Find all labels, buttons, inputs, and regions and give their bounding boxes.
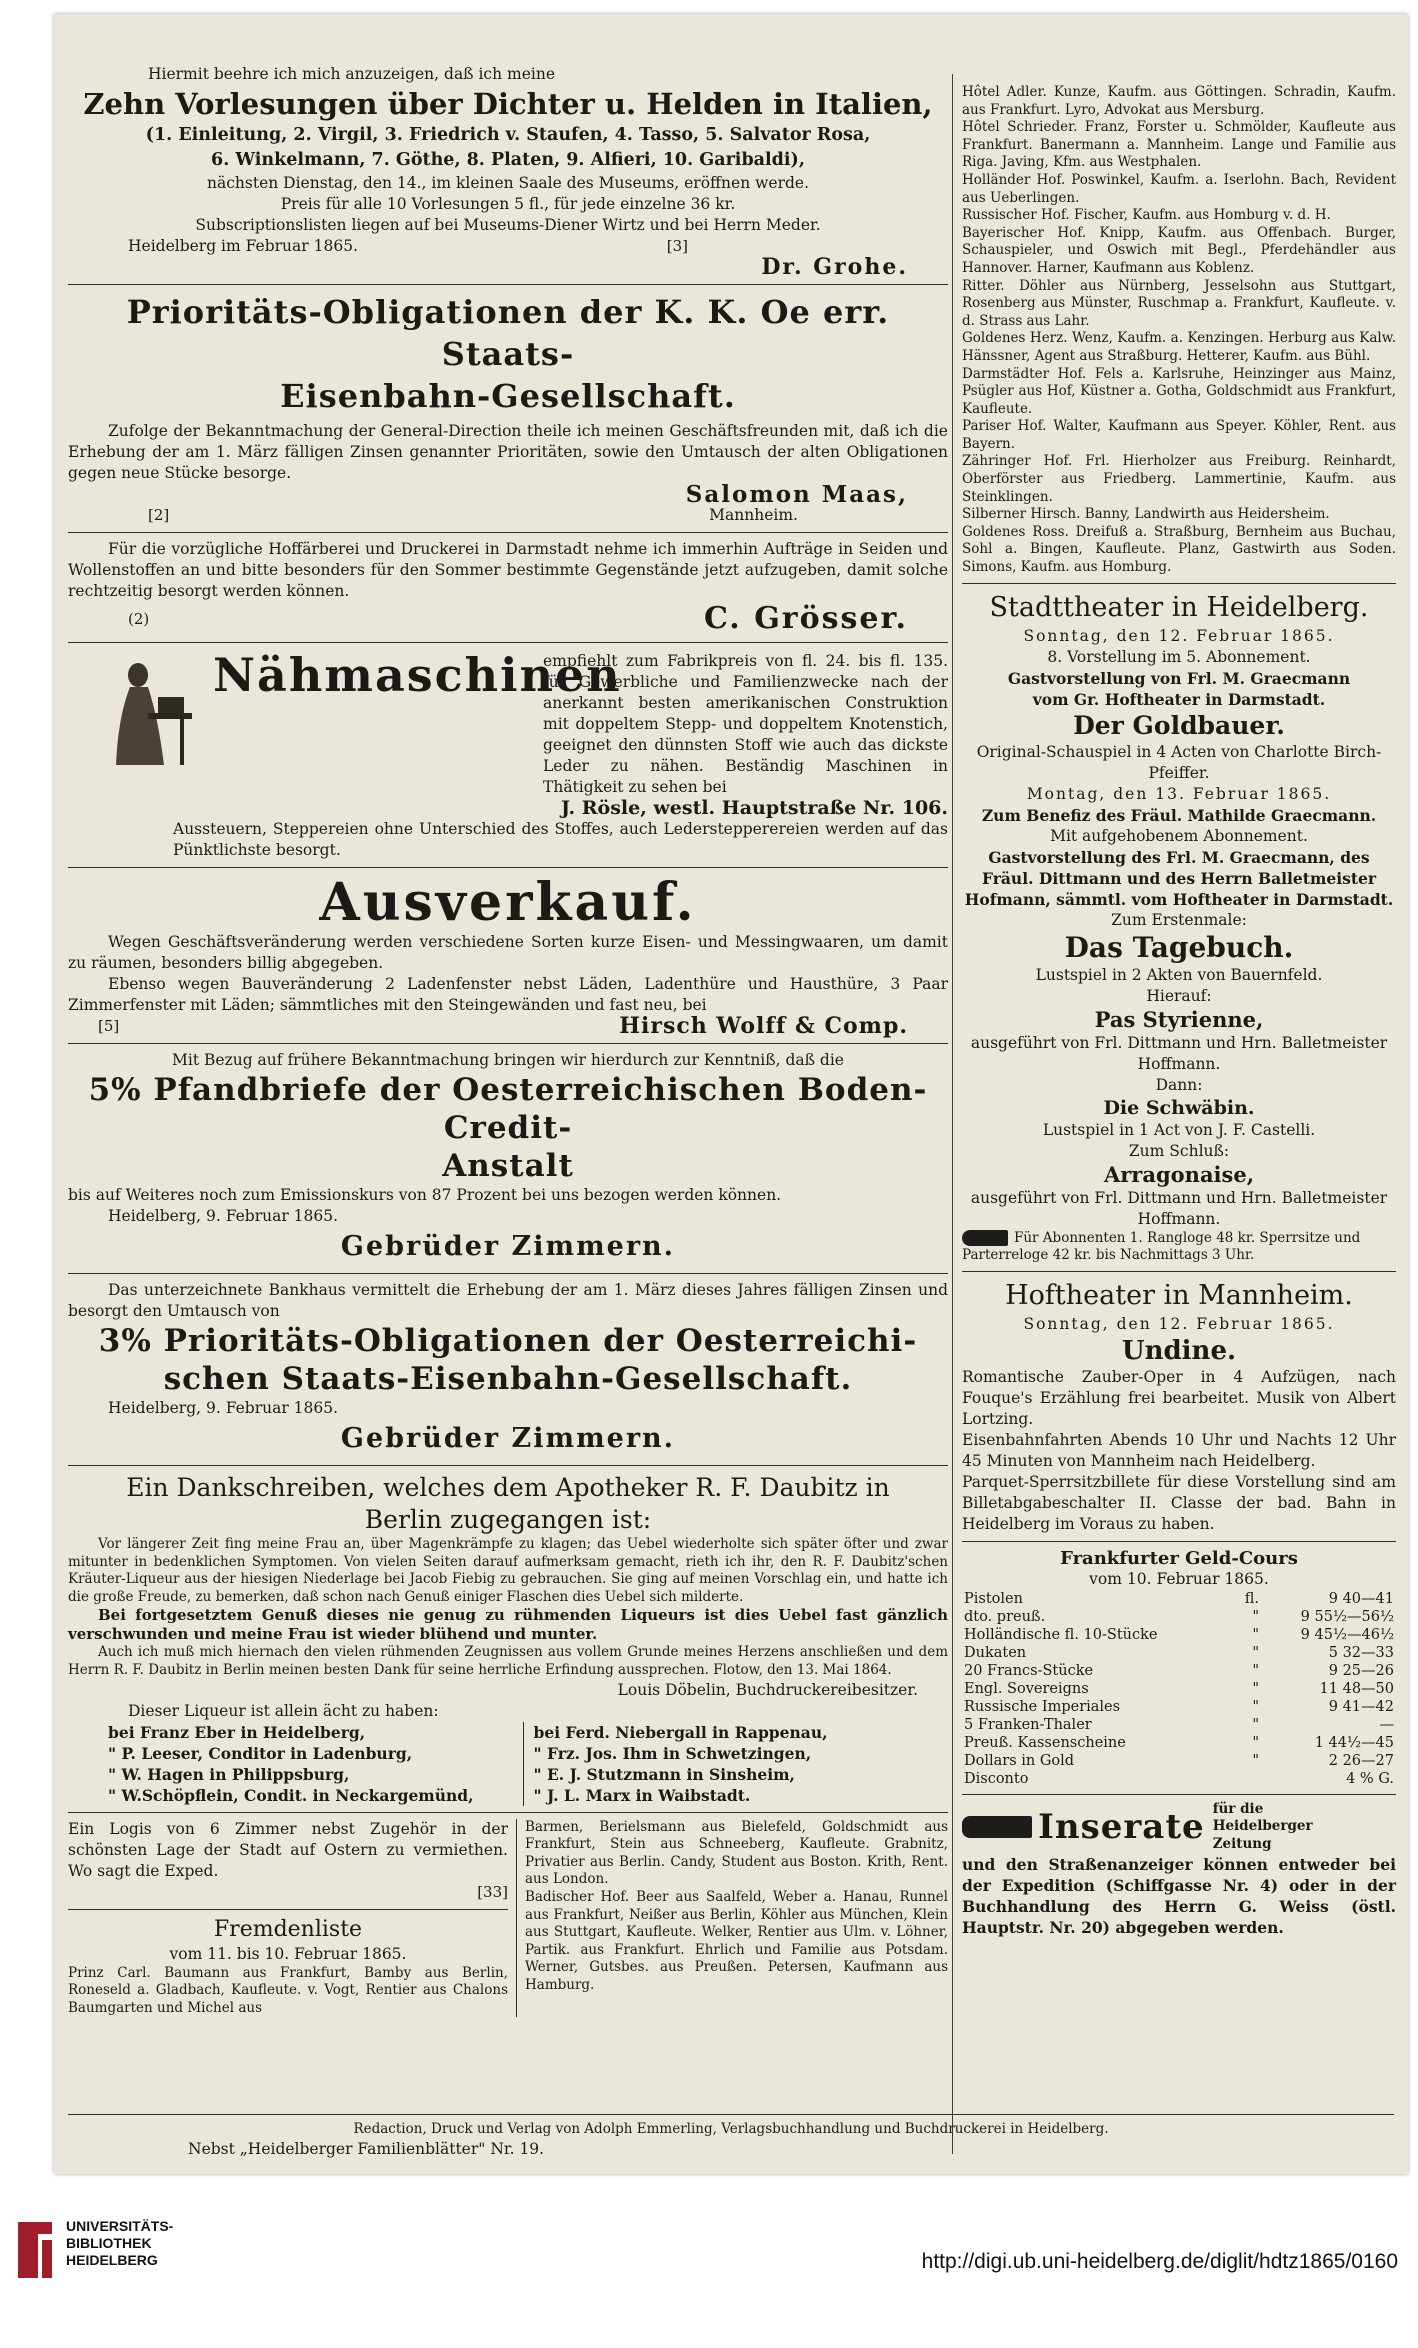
fremdenliste-dates: vom 11. bis 10. Februar 1865. (169, 1944, 407, 1963)
intro-text: Hiermit beehre ich mich anzuzeigen, daß ich meine (148, 65, 555, 83)
theater-line: Gastvorstellung des Frl. M. Graecmann, des Fräul. Dittmann und des Herrn Balletmeister Hofmann, sämmtl. vom Hoftheater in Darmstadt. (964, 847, 1394, 909)
newspaper-page (54, 14, 1408, 2174)
intro-text: Das unterzeichnete Bankhaus vermittelt die Erhebung der am 1. März dieses Jahres fälligen Zinsen und besorgt den Umtausch von (68, 1281, 948, 1320)
rate-value: 9 40—41 (1328, 1590, 1394, 1607)
play-title: Undine. (1121, 1335, 1237, 1366)
stockist: " W.Schöpflein, Condit. in Neckargemünd, (108, 1785, 474, 1805)
play-title: Das Tagebuch. (1064, 930, 1294, 964)
stockists-list (68, 1722, 948, 1806)
hotel-list (962, 84, 1396, 577)
hotel-entry: Hôtel Adler. Kunze, Kaufm. aus Göttingen. Schradin, Kaufm. aus Frankfurt. Lyro, Advokat aus Mersburg. (962, 84, 1396, 118)
ad-body: Für die vorzügliche Hoffärberei und Druckerei in Darmstadt nehme ich immerhin Aufträge in Seiden und Wollenstoffen an und bitte besonders für den Sommer bestimmte Gegenstände jetzt aufzugeben, damit solche rechtzeitig besorgt werden können. (68, 540, 948, 600)
theater-date: Sonntag, den 12. Februar 1865. (1023, 626, 1335, 645)
signature: Gebrüder Zimmern. (340, 1231, 676, 1262)
ad-code: [5] (98, 1017, 120, 1035)
hotel-badischer-hof: Badischer Hof. Beer aus Saalfeld, Weber a. Hanau, Runnel aus Frankfurt, Neißer aus Berlin, Köhler aus München, Klein aus Stuttgart, Kaufleute. Welker, Rentier aus Ulm. v. Löhner, Partik. aus Frankfurt. Ehrlich und Familie aus Potsdam. Werner, Gutsbes. aus Preußen. Petersen, Kaufmann aus Hamburg. (525, 1888, 948, 1993)
imprint (68, 2108, 1394, 2160)
stadttheater (962, 590, 1396, 1265)
hotel-entry: Zähringer Hof. Frl. Hierholzer aus Freiburg. Reinhardt, Oberförster aus Friedberg. Lammertinie, Kaufm. aus Steinklingen. (962, 453, 1396, 505)
fremdenliste-title: Fremdenliste (213, 1916, 363, 1942)
left-column (68, 14, 948, 2017)
rate-unit: " (1252, 1662, 1260, 1679)
theater-line: Dann: (1155, 1075, 1203, 1094)
rate-name: 20 Francs-Stücke (964, 1662, 1094, 1679)
rates-table (962, 1590, 1396, 1788)
rate-unit: " (1252, 1698, 1260, 1715)
inserate-title: Inserate (1038, 1807, 1205, 1848)
theater-line: Mit aufgehobenem Abonnement. (1050, 826, 1308, 845)
rate-unit (1236, 1770, 1261, 1788)
ad-wolff (68, 874, 948, 1037)
dance-title: Arragonaise, (1103, 1161, 1255, 1187)
divider (68, 1465, 948, 1466)
rate-row (962, 1734, 1396, 1752)
rate-unit: " (1252, 1680, 1260, 1697)
ad-body: Wegen Geschäftsveränderung werden verschiedene Sorten kurze Eisen- und Messingwaaren, um damit zu räumen, besonders billig abgegeben. (68, 933, 948, 972)
stockist: " E. J. Stutzmann in Sinsheim, (533, 1764, 795, 1784)
rate-name: Preuß. Kassenscheine (964, 1734, 1126, 1751)
column-divider (952, 74, 953, 2154)
place-date: Heidelberg, 9. Februar 1865. (108, 1207, 339, 1225)
imprint-text: Redaction, Druck und Verlag von Adolph Emmerling, Verlagsbuchhandlung und Buchdruckerei in Heidelberg. (353, 2121, 1109, 2137)
university-library-logo (14, 2220, 56, 2280)
play-info: Lustspiel in 1 Act von J. F. Castelli. (1042, 1120, 1316, 1139)
stockist: " Frz. Jos. Ihm in Schwetzingen, (533, 1743, 812, 1763)
theater-line: vom Gr. Hoftheater in Darmstadt. (1032, 689, 1326, 709)
rate-row (962, 1590, 1396, 1608)
ad-body: Vor längerer Zeit fing meine Frau an, über Magenkrämpfe zu klagen; das Uebel wiederholte sich später öfter und zwar mitunter in bedenklichen Symptomen. Von vielen Seiten darauf aufmerksam gemacht, rieth ich ihr, den R. F. Daubitz'schen Kräuter-Liqueur aus der hiesigen Niederlage bei Jacob Fiebig zu gebrauchen. Sie ging auf meinen Vorschlag ein, und hatte ich die große Freude, zu bemerken, daß schon nach Genuß einiger Flaschen dies Uebel sich milderte. (68, 1536, 948, 1605)
hotel-entry: Holländer Hof. Poswinkel, Kaufm. a. Iserlohn. Bach, Revident aus Ueberlingen. (962, 171, 1396, 206)
stockist: bei Franz Eber in Heidelberg, (108, 1722, 366, 1742)
rate-value: 5 32—33 (1328, 1644, 1394, 1661)
place-date: Heidelberg, 9. Februar 1865. (108, 1399, 339, 1417)
ad-code: [33] (477, 1882, 508, 1901)
pointing-hand-icon (962, 1230, 1008, 1246)
ad-title: schen Staats-Eisenbahn-Gesellschaft. (163, 1361, 853, 1397)
ad-body: Zufolge der Bekanntmachung der General-Direction theile ich meinen Geschäftsfreunden mit, daß ich die Erhebung der am 1. März fälligen Zinsen genannter Prioritäten, sowie den Umtausch der alten Obligationen gegen neue Stücke besorge. (68, 422, 948, 482)
rate-unit: " (1252, 1626, 1260, 1643)
rate-row (962, 1770, 1396, 1788)
rate-row (962, 1680, 1396, 1698)
pointing-hand-icon (962, 1816, 1032, 1838)
divider (68, 1812, 948, 1813)
theater-date: Montag, den 13. Februar 1865. (1026, 784, 1332, 803)
rate-unit: fl. (1244, 1590, 1260, 1607)
play-info: Original-Schauspiel in 4 Acten von Charlotte Birch-Pfeiffer. (976, 742, 1382, 782)
ad-title: Ein Dankschreiben, welches dem Apotheker R. F. Daubitz in (126, 1473, 890, 1502)
stockist: " J. L. Marx in Waibstadt. (533, 1785, 751, 1805)
rate-unit: " (1252, 1644, 1260, 1661)
divider (68, 1043, 948, 1044)
rate-value: 9 45½—46½ (1300, 1626, 1394, 1643)
theater-title: Hoftheater in Mannheim. (1005, 1279, 1353, 1311)
rate-value: 9 41—42 (1328, 1698, 1394, 1715)
rates-title: Frankfurter Geld-Cours (1060, 1547, 1298, 1569)
sewing-woman-illustration (108, 657, 194, 769)
place: Mannheim. (709, 506, 798, 524)
rate-value: 9 55½—56½ (1300, 1608, 1394, 1625)
theater-line: Hierauf: (1146, 986, 1212, 1005)
rate-value: 9 25—26 (1328, 1662, 1394, 1679)
ad-title: Ausverkauf. (319, 872, 697, 933)
ad-zimmern-pfandbriefe (68, 1050, 948, 1267)
ad-title: Anstalt (442, 1148, 574, 1184)
hotel-entry: Darmstädter Hof. Fels a. Karlsruhe, Heinzinger aus Mainz, Psügler aus Hof, Küstner a. Gotha, Goldschmidt aus Frankfurt, Kaufleute. (962, 365, 1396, 417)
hotel-entry: Goldenes Ross. Dreifuß a. Straßburg, Bernheim aus Buchau, Sohl a. Bingen, Kaufleute. Planz, Gastwirth aus Soden. Simons, Kaufm. aus Homburg. (962, 523, 1396, 576)
ad-body: bis auf Weiteres noch zum Emissionskurs von 87 Prozent bei uns bezogen werden können. (68, 1186, 782, 1204)
rail-info: Eisenbahnfahrten Abends 10 Uhr und Nachts 12 Uhr 45 Minuten von Mannheim nach Heidelberg. (962, 1430, 1396, 1470)
signature: Hirsch Wolff & Comp. (619, 1013, 908, 1039)
ad-title: Prioritäts-Obligationen der K. K. Oe err. Staats- (126, 293, 890, 373)
stockist: " W. Hagen in Philippsburg, (108, 1764, 350, 1784)
rate-row (962, 1662, 1396, 1680)
divider (962, 583, 1396, 584)
divider (68, 867, 948, 868)
inserate-side: für die Heidelberger Zeitung (1212, 1800, 1313, 1852)
theater-line: Zum Erstenmale: (1111, 910, 1247, 929)
play-info: Lustspiel in 2 Akten von Bauernfeld. (1035, 965, 1323, 984)
theater-line: 8. Vorstellung im 5. Abonnement. (1047, 647, 1311, 666)
rate-value: — (1379, 1716, 1394, 1733)
ad-title: 3% Prioritäts-Obligationen der Oesterreichi- (98, 1323, 918, 1359)
source-url-link[interactable]: http://digi.ub.uni-heidelberg.de/diglit/hdtz1865/0160 (921, 2250, 1398, 2273)
rate-value: 1 44½—45 (1314, 1734, 1394, 1751)
dance-info: ausgeführt von Frl. Dittmann und Hrn. Balletmeister Hoffmann. (970, 1188, 1388, 1228)
rate-value: 4 % G. (1346, 1770, 1394, 1787)
ad-logis: Ein Logis von 6 Zimmer nebst Zugehör in der schönsten Lage der Stadt auf Ostern zu vermiethen. Wo sagt die Exped. (68, 1819, 508, 1880)
hotel-entry: Hôtel Schrieder. Franz, Forster u. Schmölder, Kaufleute aus Frankfurt. Banermann a. Mannheim. Lange und Familie aus Riga. Javing, Kfm. aus Westphalen. (962, 119, 1396, 171)
intro-text: Mit Bezug auf frühere Bekanntmachung bringen wir hierdurch zur Kenntniß, daß die (172, 1051, 844, 1069)
rate-unit: " (1252, 1734, 1260, 1751)
ad-code: [2] (148, 506, 170, 524)
rate-name: dto. preuß. (964, 1608, 1046, 1625)
rate-row (962, 1644, 1396, 1662)
rate-row (962, 1716, 1396, 1734)
ad-title: 5% Pfandbriefe der Oesterreichischen Boden-Credit- (88, 1072, 928, 1146)
ad-title: Nähmaschinen (213, 648, 622, 702)
theater-line: Zum Benefiz des Fräul. Mathilde Graecmann. (981, 805, 1377, 825)
rate-unit: " (1252, 1752, 1260, 1769)
library-name: UNIVERSITÄTS- BIBLIOTHEK HEIDELBERG (66, 2218, 174, 2268)
ad-body: empfiehlt zum Fabrikpreis von fl. 24. bis fl. 135. für Gewerbliche und Familienzwecke nach der anerkannt besten amerikanischen Construktion mit doppeltem Stepp- und doppeltem Knotenstich, geeignet den dünnsten Stoff wie auch das dickste Leder zu nähen. Beständig Maschinen in Thätigkeit zu sehen bei (543, 652, 948, 796)
rate-row (962, 1626, 1396, 1644)
rate-row (962, 1698, 1396, 1716)
rate-name: Engl. Sovereigns (964, 1680, 1089, 1697)
ad-code: (2) (128, 610, 150, 628)
divider (962, 1271, 1396, 1272)
stockists-intro: Dieser Liqueur ist allein ächt zu haben: (128, 1701, 439, 1720)
hoftheater (962, 1278, 1396, 1535)
divider (962, 1541, 1396, 1542)
right-column (962, 14, 1396, 1938)
ad-body: Bei fortgesetztem Genuß dieses nie genug zu rühmenden Liqueurs ist dies Uebel fast gänzlich verschwunden und meine Frau ist wieder blühend und munter. (68, 1606, 948, 1644)
rate-value: 11 48—50 (1319, 1680, 1394, 1697)
divider (68, 1909, 508, 1910)
rate-row (962, 1608, 1396, 1626)
rate-name: Disconto (964, 1770, 1029, 1787)
play-title: Die Schwäbin. (1103, 1096, 1255, 1119)
hotel-prinz-carl: Prinz Carl. Baumann aus Frankfurt, Bamby aus Berlin, Roneseld a. Gladbach, Kaufleute. v. Vogt, Rentier aus Chalons Baumgarten und Michel aus (68, 1964, 508, 2016)
theater-prices: Für Abonnenten 1. Rangloge 48 kr. Sperrsitze und Parterreloge 42 kr. bis Nachmittags 3 Uhr. (962, 1229, 1361, 1264)
signature: C. Grösser. (703, 601, 908, 636)
rate-name: Dollars in Gold (964, 1752, 1075, 1769)
rate-name: Russische Imperiales (964, 1698, 1121, 1715)
signature: Gebrüder Zimmern. (340, 1423, 676, 1454)
play-title: Der Goldbauer. (1073, 710, 1285, 740)
rates-date: vom 10. Februar 1865. (1089, 1569, 1269, 1588)
divider (68, 642, 948, 643)
ad-maas (68, 291, 948, 526)
theater-line: Gastvorstellung von Frl. M. Graecmann (1007, 668, 1351, 688)
hotel-entry: Ritter. Döhler aus Nürnberg, Jesselsohn aus Stuttgart, Rosenberg aus Münster, Ruschmap a. Frankfurt, Kaufleute. v. d. Strass aus Lahr. (962, 277, 1396, 329)
divider (68, 1273, 948, 1274)
rate-unit: " (1252, 1608, 1260, 1625)
hotel-entry: Bayerischer Hof. Knipp, Kaufm. aus Offenbach. Burger, Schauspieler, und Oswich mit Begl., Pferdehändler aus Hannover. Harner, Kaufmann aus Koblenz. (962, 224, 1396, 276)
signature: Louis Döbelin, Buchdruckereibesitzer. (617, 1680, 918, 1699)
place-date: Heidelberg im Februar 1865. (128, 237, 358, 255)
hotel-entry: Silberner Hirsch. Banny, Landwirth aus Heidersheim. (962, 506, 1330, 523)
rate-row (962, 1752, 1396, 1770)
inserate-notice (962, 1801, 1396, 1938)
stockist: bei Ferd. Niebergall in Rappenau, (533, 1722, 828, 1742)
ad-title: Eisenbahn-Gesellschaft. (280, 377, 736, 415)
supplement-text: Nebst „Heidelberger Familienblätter" Nr. 19. (188, 2139, 545, 2158)
theater-title: Stadttheater in Heidelberg. (989, 591, 1369, 623)
hotel-entry: Pariser Hof. Walter, Kaufmann aus Speyer. Köhler, Rent. aus Bayern. (962, 418, 1396, 452)
geld-cours (962, 1548, 1396, 1788)
subscription-line: Subscriptionslisten liegen auf bei Museums-Diener Wirtz und bei Herrn Meder. (195, 216, 821, 234)
rate-value: 2 26—27 (1328, 1752, 1394, 1769)
ad-footer: Aussteuern, Steppereien ohne Unterschied des Stoffes, auch Lederstepperereien werden auf das Pünktlichste besorgt. (173, 820, 948, 859)
ad-body: Auch ich muß mich hiernach den vielen rühmenden Zeugnissen aus vollem Grunde meines Herzens anschließen und dem Herrn R. F. Daubitz in Berlin meinen besten Dank für seine herrliche Erfindung aussprechen. Flotow, den 13. Mai 1864. (68, 1644, 948, 1678)
lecture-list: 6. Winkelmann, 7. Göthe, 8. Platen, 9. Alfieri, 10. Garibaldi), (211, 150, 805, 170)
headline: Zehn Vorlesungen über Dichter u. Helden in Italien, (83, 87, 933, 121)
signature: Dr. Grohe. (761, 254, 908, 280)
theater-date: Sonntag, den 12. Februar 1865. (1023, 1314, 1335, 1333)
signature: J. Rösle, westl. Hauptstraße Nr. 106. (560, 797, 948, 819)
date-line: nächsten Dienstag, den 14., im kleinen Saale des Museums, eröffnen werde. (207, 174, 809, 192)
stockist: " P. Leeser, Conditor in Ladenburg, (108, 1743, 413, 1763)
rate-name: Dukaten (964, 1644, 1027, 1661)
ad-roesle (68, 649, 948, 861)
inserate-body: und den Straßenanzeiger können entweder bei der Expedition (Schiffgasse Nr. 4) oder in der Buchhandlung des Herrn G. Weiss (östl. Hauptstr. Nr. 20) abgegeben werden. (962, 1854, 1396, 1937)
hotel-entry: Goldenes Herz. Wenz, Kaufm. a. Kenzingen. Herburg aus Kalw. Hänssner, Agent aus Straßburg. Hetterer, Kaufm. aus Bühl. (962, 330, 1396, 364)
dance-title: Pas Styrienne, (1094, 1006, 1264, 1032)
rate-unit: " (1252, 1716, 1260, 1733)
ad-zimmern-prioritaeten (68, 1280, 948, 1459)
ad-title: Berlin zugegangen ist: (364, 1505, 652, 1534)
divider (68, 532, 948, 533)
ad-code: [3] (666, 237, 688, 255)
signature: Salomon Maas, (685, 481, 908, 508)
parquet-info: Parquet-Sperrsitzbillete für diese Vorstellung sind am Billetabgabeschalter II. Classe der bad. Bahn in Heidelberg im Voraus zu haben. (962, 1472, 1396, 1533)
bottom-section (68, 1819, 948, 2018)
ad-daubitz (68, 1472, 948, 1806)
ad-body: Ebenso wegen Bauveränderung 2 Ladenfenster nebst Läden, Ladenthüre und Hausthüre, 3 Paar Zimmerfenster mit Läden; sämmtliches mit den Steingewänden und fast neu, bei (68, 975, 948, 1014)
play-info: Romantische Zauber-Oper in 4 Aufzügen, nach Fouque's Erzählung frei bearbeitet. Musik von Albert Lortzing. (962, 1367, 1396, 1428)
rate-name: Pistolen (964, 1590, 1023, 1607)
ad-groesser (68, 539, 948, 636)
price-line: Preis für alle 10 Vorlesungen 5 fl., für jede einzelne 36 kr. (280, 195, 736, 213)
divider (68, 2114, 1394, 2115)
theater-line: Zum Schluß: (1128, 1141, 1230, 1160)
rate-name: Holländische fl. 10-Stücke (964, 1626, 1158, 1643)
ad-grohe (68, 14, 948, 278)
dance-info: ausgeführt von Frl. Dittmann und Hrn. Balletmeister Hoffmann. (970, 1033, 1388, 1073)
divider (68, 284, 948, 285)
hotel-entry: Russischer Hof. Fischer, Kaufm. aus Homburg v. d. H. (962, 207, 1331, 224)
rate-name: 5 Franken-Thaler (964, 1716, 1092, 1733)
fremdenliste-continued: Barmen, Berielsmann aus Bielefeld, Goldschmidt aus Frankfurt, Stein aus Schneeberg, Kaufleute. Grabnitz, Privatier aus Berlin. Candy, Student aus Boston. Krith, Rent. aus London. (525, 1818, 948, 1888)
lecture-list: (1. Einleitung, 2. Virgil, 3. Friedrich v. Staufen, 4. Tasso, 5. Salvator Rosa, (145, 125, 871, 145)
divider (962, 1794, 1396, 1795)
